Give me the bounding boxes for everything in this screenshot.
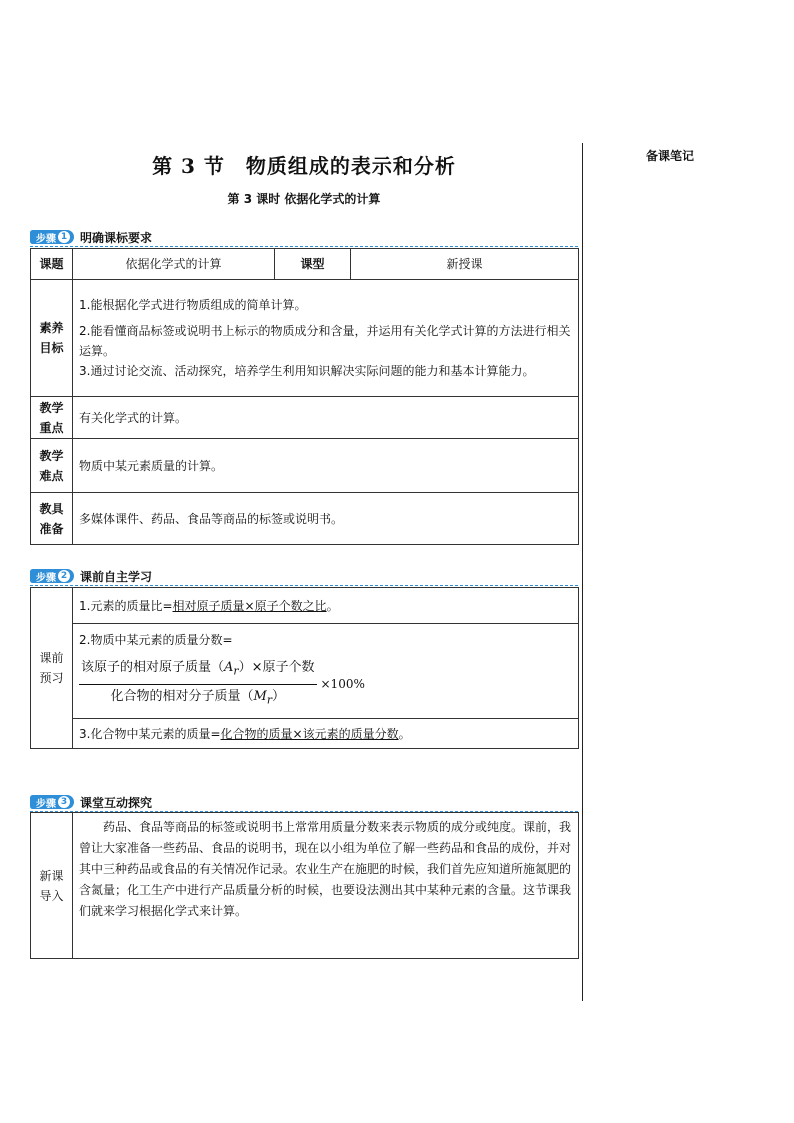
label-line: 教学 bbox=[39, 400, 64, 415]
lesson-subtitle: 第 3 课时 依据化学式的计算 bbox=[227, 192, 381, 206]
item-text: 2.物质中某元素的质量分数= bbox=[79, 633, 233, 647]
table-row bbox=[31, 280, 579, 397]
intro-paragraph: 药品、食品等商品的标签或说明书上常常用质量分数来表示物质的成分或纯度。课前，我曾让大家准备一些药品、食品的说明书，现在以小组为单位了解一些药品和食品的成份，并对其中三种药品或食品的有关情况作记录。农业生产在施肥的时候，我们首先应知道所施氮肥的含氮量；化工生产中进行产品质量分析的时候，也要设法测出其中某种元素的含量。这节课我们就来学习根据化学式来计算。 bbox=[73, 813, 579, 959]
difficulty-label bbox=[31, 439, 73, 493]
tools-value: 多媒体课件、药品、食品等商品的标签或说明书。 bbox=[73, 493, 579, 545]
pre-study-label bbox=[31, 588, 73, 749]
table-row bbox=[31, 493, 579, 545]
label-line: 新课 bbox=[39, 868, 64, 883]
mass-fraction-formula bbox=[79, 658, 572, 710]
goal-item: 1.能根据化学式进行物质组成的简单计算。 bbox=[79, 298, 307, 312]
table-row bbox=[31, 719, 579, 749]
step-badge-text: 步骤 bbox=[36, 798, 56, 810]
table-row bbox=[31, 588, 579, 624]
item-text: 。 bbox=[398, 726, 411, 741]
course-requirements-table bbox=[30, 248, 579, 545]
label-line: 准备 bbox=[39, 521, 64, 536]
step-number: 2 bbox=[58, 570, 70, 582]
notes-column-label: 备课笔记 bbox=[645, 149, 694, 163]
step-2-badge bbox=[30, 569, 74, 583]
formula-fraction bbox=[79, 658, 317, 710]
topic-label: 课题 bbox=[31, 249, 73, 280]
topic-value: 依据化学式的计算 bbox=[73, 249, 275, 280]
key-label bbox=[31, 397, 73, 439]
pre-study-item-1 bbox=[73, 588, 579, 624]
label-line: 预习 bbox=[39, 671, 64, 685]
step-1-header bbox=[30, 229, 152, 245]
step-badge-text: 步骤 bbox=[36, 572, 56, 584]
step-badge-text: 步骤 bbox=[36, 233, 56, 245]
label-line: 重点 bbox=[39, 420, 64, 435]
pre-study-item-2 bbox=[73, 624, 579, 719]
step-number: 1 bbox=[58, 231, 70, 243]
pre-study-table bbox=[30, 587, 579, 749]
label-line: 难点 bbox=[39, 468, 64, 483]
step-number: 3 bbox=[58, 796, 70, 808]
difficulty-value: 物质中某元素质量的计算。 bbox=[73, 439, 579, 493]
goals-content bbox=[73, 280, 579, 397]
step-divider bbox=[30, 246, 578, 247]
label-line: 教具 bbox=[39, 501, 64, 516]
formula-percent: ×100% bbox=[320, 677, 365, 692]
item-text: 1.元素的质量比= bbox=[79, 598, 173, 613]
classroom-exploration-table bbox=[30, 812, 579, 959]
label-line: 目标 bbox=[39, 341, 64, 355]
key-value: 有关化学式的计算。 bbox=[73, 397, 579, 439]
label-line: 教学 bbox=[39, 448, 64, 463]
step-1-title: 明确课标要求 bbox=[80, 230, 153, 245]
notes-divider bbox=[582, 143, 583, 1001]
step-1-badge bbox=[30, 230, 74, 244]
formula-text: 该原子的相对原子质量（ bbox=[81, 660, 225, 675]
formula-subscript: r bbox=[266, 693, 272, 707]
step-3-title: 课堂互动探究 bbox=[80, 795, 153, 810]
type-value: 新授课 bbox=[351, 249, 579, 280]
step-3-badge bbox=[30, 795, 74, 809]
step-2-title: 课前自主学习 bbox=[80, 569, 153, 584]
formula-text: ） bbox=[272, 688, 286, 704]
formula-text: ）×原子个数 bbox=[238, 660, 315, 675]
table-row bbox=[31, 624, 579, 719]
table-row bbox=[31, 813, 579, 959]
goals-label bbox=[31, 280, 73, 397]
item-answer: 化合物的质量×该元素的质量分数 bbox=[220, 726, 399, 741]
item-text: 。 bbox=[326, 598, 339, 613]
label-line: 课前 bbox=[39, 651, 64, 665]
page-title: 第 3 节 物质组成的表示和分析 bbox=[152, 154, 456, 178]
formula-symbol: A bbox=[224, 660, 234, 675]
item-text: 3.化合物中某元素的质量= bbox=[79, 726, 221, 741]
formula-subscript: r bbox=[233, 664, 239, 678]
step-2-header bbox=[30, 568, 152, 584]
formula-numerator bbox=[79, 658, 317, 685]
item-answer: 相对原子质量×原子个数之比 bbox=[172, 598, 327, 613]
type-label: 课型 bbox=[275, 249, 351, 280]
intro-label bbox=[31, 813, 73, 959]
table-row bbox=[31, 439, 579, 493]
label-line: 导入 bbox=[39, 888, 64, 903]
step-3-header bbox=[30, 794, 152, 810]
formula-denominator bbox=[110, 685, 285, 711]
formula-symbol: M bbox=[253, 688, 267, 704]
step-divider bbox=[30, 585, 578, 586]
goal-item: 2.能看懂商品标签或说明书上标示的物质成分和含量，并运用有关化学式计算的方法进行相关运算。 bbox=[79, 324, 571, 358]
tools-label bbox=[31, 493, 73, 545]
table-row bbox=[31, 249, 579, 280]
formula-text: 化合物的相对分子质量（ bbox=[110, 688, 254, 704]
goal-item: 3.通过讨论交流、活动探究，培养学生利用知识解决实际问题的能力和基本计算能力。 bbox=[79, 364, 535, 378]
table-row bbox=[31, 397, 579, 439]
pre-study-item-3 bbox=[73, 719, 579, 749]
label-line: 素养 bbox=[39, 321, 64, 335]
